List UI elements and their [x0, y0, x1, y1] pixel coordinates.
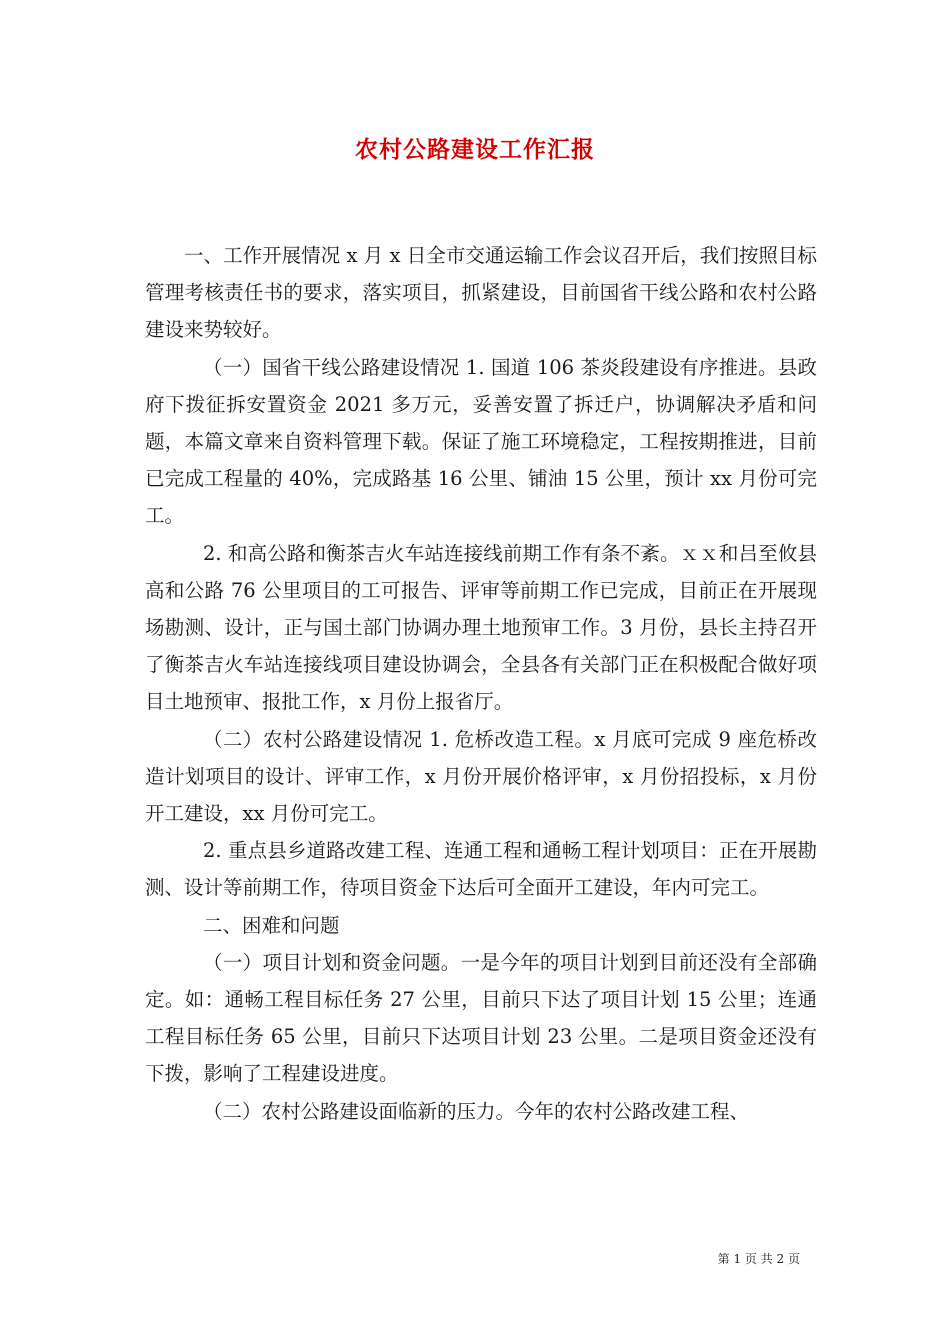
- document-title: 农村公路建设工作汇报: [355, 137, 595, 163]
- paragraph-rural-roads: （二）农村公路建设情况 1. 危桥改造工程。x 月底可完成 9 座危桥改造计划项目的设计、评审工作，x 月份开展价格评审，x 月份招投标，x 月份开工建设，xx 月份可完工。: [145, 727, 817, 826]
- paragraph-funding-issues: （一）项目计划和资金问题。一是今年的项目计划到目前还没有全部确定。如：通畅工程目标任务 27 公里，目前只下达了项目计划 15 公里；连通工程目标任务 65 公里，目前只下达项目计划 23 公里。二是项目资金还没有下拨，影响了工程建设进度。: [145, 950, 817, 1086]
- paragraph-hegao-road: 2. 和高公路和衡茶吉火车站连接线前期工作有条不紊。ｘｘ和吕至攸县高和公路 76 公里项目的工可报告、评审等前期工作已完成，目前正在开展现场勘测、设计，正与国土部门协调办理土地预审工作。3 月份，县长主持召开了衡茶吉火车站连接线项目建设协调会，全县各有关部门正在积极配合做好项目土地预审、报批工作，x 月份上报省厅。: [145, 541, 817, 714]
- document-body: [145, 237, 817, 1130]
- paragraph-problems-heading: 二、困难和问题: [203, 913, 340, 937]
- paragraph-national-roads: （一）国省干线公路建设情况 1. 国道 106 茶炎段建设有序推进。县政府下拨征拆安置资金 2021 多万元，妥善安置了拆迁户，协调解决矛盾和问题，本篇文章来自资料管理下载。保证了施工环境稳定，工程按期推进，目前已完成工程量的 40%，完成路基 16 公里、铺油 15 公里，预计 xx 月份可完工。: [145, 355, 817, 528]
- paragraph-key-projects: 2. 重点县乡道路改建工程、连通工程和通畅工程计划项目：正在开展勘测、设计等前期工作，待项目资金下达后可全面开工建设，年内可完工。: [145, 839, 817, 900]
- paragraph-work-overview: 一、工作开展情况 x 月 x 日全市交通运输工作会议召开后，我们按照目标管理考核责任书的要求，落实项目，抓紧建设，目前国省干线公路和农村公路建设来势较好。: [145, 244, 817, 342]
- page-number-footer: 第 1 页 共 2 页: [717, 1252, 800, 1266]
- paragraph-new-pressure: （二）农村公路建设面临新的压力。今年的农村公路改建工程、: [203, 1099, 750, 1123]
